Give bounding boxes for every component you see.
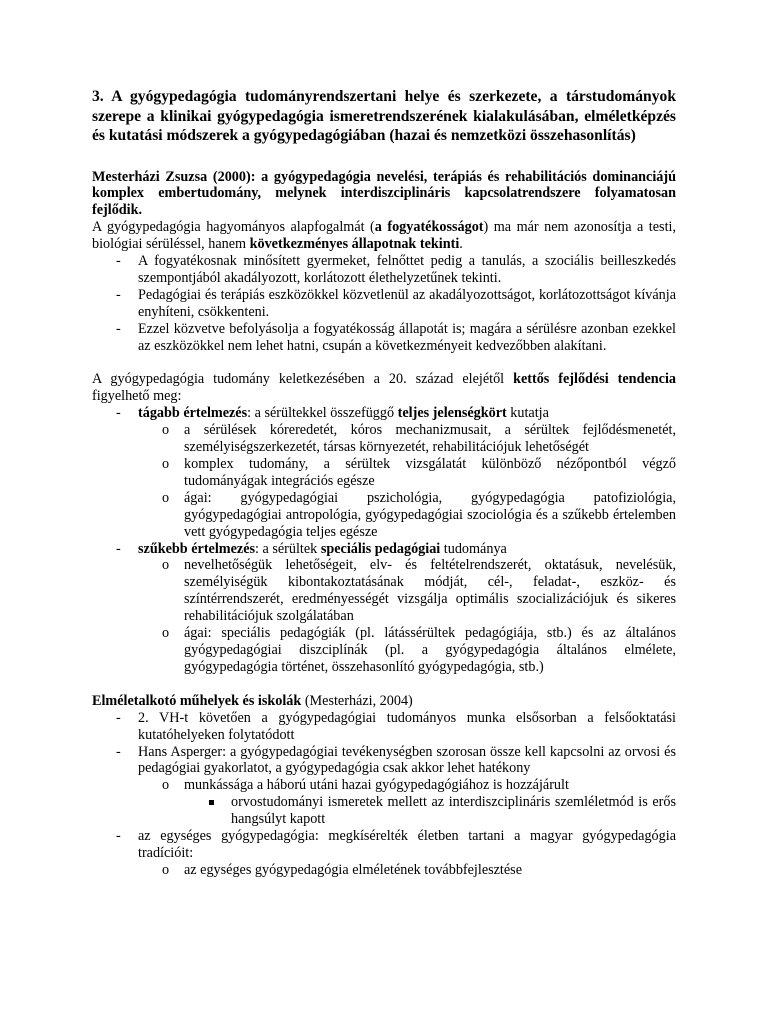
- sub-list-item: o munkássága a háború utáni hazai gyógypedagógiához is hozzájárult: [162, 777, 569, 794]
- sub-list-item: o nevelhetőségük lehetőségeit, elv- és feltételrendszerét, oktatásuk, nevelésük, személyiségük kibontakoztatásának módját, cél-, feladat-, eszköz- és színtérrendszerét, eredményességét vizsgálja optimális szocializációjuk és sikeres rehabilitációjuk szolgálatában: [162, 557, 676, 625]
- definition-intro: A gyógypedagógia hagyományos alapfogalmát (a fogyatékosságot) ma már nem azonosítja a testi, biológiai sérüléssel, hanem következményes állapotnak tekinti.: [92, 219, 677, 253]
- sub-list-item: o ágai: speciális pedagógiák (pl. látássérültek pedagógiája, stb.) és az általános gyógypedagógiai diszciplínák (pl. a gyógypedagógia általános elmélete, gyógypedagógia történet, összehasonlító gyógypedagógia, stb.): [162, 625, 676, 675]
- dash-bullet: -: [116, 743, 121, 760]
- dash-bullet: -: [116, 540, 121, 557]
- sub-list-item: o komplex tudomány, a sérültek vizsgálatát különböző nézőpontból végző tudományágak integrációs egésze: [162, 456, 676, 489]
- list-item-narrow: - szűkebb értelmezés: a sérültek speciális pedagógiai tudománya: [116, 540, 507, 557]
- dash-bullet: -: [116, 286, 121, 303]
- spacer: [92, 676, 676, 693]
- square-bullet-icon: [209, 800, 214, 805]
- circle-bullet: o: [162, 557, 170, 574]
- list-item: - Hans Asperger: a gyógypedagógiai tevékenységben szorosan össze kell kapcsolni az orvosi és pedagógiai gyakorlatot, a gyógypedagógia csak akkor lehet hatékony: [116, 743, 676, 777]
- dash-bullet: -: [116, 405, 121, 422]
- dash-bullet: -: [116, 253, 121, 270]
- list-item-broad: - tágabb értelmezés: a sérültekkel összefüggő teljes jelenségkört kutatja: [116, 405, 549, 422]
- list-item: - 2. VH-t követően a gyógypedagógiai tudományos munka elsősorban a felsőoktatási kutatóhelyeken folytatódott: [116, 709, 676, 743]
- page-title: 3. A gyógypedagógia tudományrendszertani helye és szerkezete, a társtudományok szerepe a klinikai gyógypedagógia ismeretrendszerének kialakulásában, elméletképzés és kutatási módszerek a gyógypedagógiában (hazai és nemzetközi összehasonlítás): [92, 88, 676, 144]
- dash-bullet: -: [116, 320, 121, 337]
- circle-bullet: o: [162, 422, 170, 439]
- list-item: - A fogyatékosnak minősített gyermeket, felnőttet pedig a tanulás, a szociális beilleszkedés szempontjából akadályozott, korlátozott élethelyzetűnek tekinti.: [116, 253, 676, 286]
- circle-bullet: o: [162, 861, 170, 878]
- dash-bullet: -: [116, 709, 121, 726]
- dash-bullet: -: [116, 828, 121, 845]
- list-item: - Pedagógiai és terápiás eszközökkel közvetlenül az akadályozottságot, korlátozottságot kívánja enyhíteni, csökkenteni.: [116, 286, 676, 320]
- spacer: [92, 354, 676, 371]
- sub-list-item: o az egységes gyógypedagógia elméletének továbbfejlesztése: [162, 861, 522, 878]
- circle-bullet: o: [162, 489, 170, 506]
- circle-bullet: o: [162, 777, 170, 794]
- spacer: [92, 146, 676, 169]
- circle-bullet: o: [162, 625, 170, 642]
- document-page: [92, 87, 676, 879]
- schools-heading: Elméletalkotó műhelyek és iskolák (Mesterházi, 2004): [92, 692, 413, 709]
- sub-list-item: o ágai: gyógypedagógiai pszichológia, gyógypedagógia patofiziológia, gyógypedagógiai antropológia, gyógypedagógiai szociológia és a szűkebb értelemben vett gyógypedagógia teljes egésze: [162, 489, 676, 540]
- definition-heading: Mesterházi Zsuzsa (2000): a gyógypedagógia nevelési, terápiás és rehabilitációs dominanciájú komplex embertudomány, melynek interdiszciplináris kapcsolatrendszere folyamatosan fejlődik.: [92, 168, 676, 219]
- sub-sub-list-item: orvostudományi ismeretek mellett az interdiszciplináris szemléletmód is erős hangsúlyt kapott: [92, 794, 676, 828]
- tendency-intro: A gyógypedagógia tudomány keletkezésében a 20. század elejétől kettős fejlődési tendencia figyelhető meg:: [92, 371, 676, 405]
- sub-list-item: o a sérülések kóreredetét, kóros mechanizmusait, a sérültek fejlődésmenetét, személyiségszerkezetét, társas környezetét, rehabilitációjuk lehetőségét: [162, 422, 676, 456]
- list-item: - Ezzel közvetve befolyásolja a fogyatékosság állapotát is; magára a sérülésre azonban ezekkel az eszközökkel nem lehet hatni, csupán a következményeit kedvezőbben alakítani.: [116, 320, 676, 354]
- circle-bullet: o: [162, 456, 170, 472]
- list-item: - az egységes gyógypedagógia: megkísérelték életben tartani a magyar gyógypedagógia tradícióit:: [116, 828, 676, 861]
